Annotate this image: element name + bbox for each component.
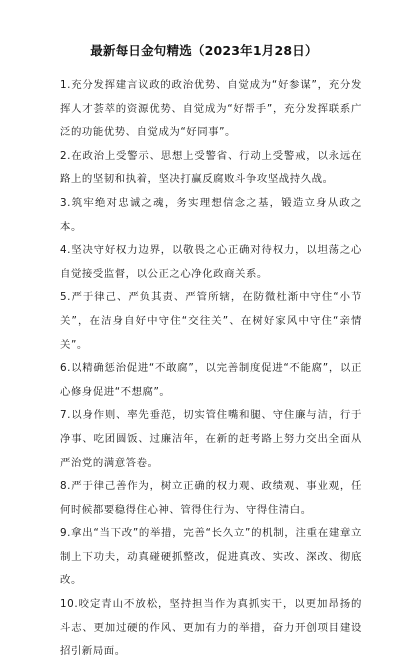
quote-paragraph-9: 9.拿出“当下改”的举措，完善“长久立”的机制，注重在建章立制上下功夫，动真碰硬抓整改，促进真改、实改、深改、彻底改。 xyxy=(60,527,362,587)
quote-paragraph-8: 8.严于律己善作为，树立正确的权力观、政绩观、事业观，任何时候都要稳得住心神、管得住行为、守得住清白。 xyxy=(60,480,362,516)
quote-paragraph-6: 6.以精确惩治促进“不敢腐”，以完善制度促进“不能腐”，以正心修身促进“不想腐”。 xyxy=(60,362,362,398)
quote-paragraph-2: 2.在政治上受警示、思想上受警省、行动上受警戒，以永远在路上的坚韧和执着，坚决打赢反腐败斗争攻坚战持久战。 xyxy=(60,149,362,186)
quote-paragraph-1: 1.充分发挥建言议政的政治优势、自觉成为“好参谋”，充分发挥人才荟萃的资源优势、自觉成为“好帮手”，充分发挥联系广泛的功能优势、自觉成为“好同事”。 xyxy=(60,79,362,139)
quote-paragraph-10: 10.咬定青山不放松，坚持担当作为真抓实干，以更加昂扬的斗志、更加过硬的作风、更加有力的举措，奋力开创项目建设招引新局面。 xyxy=(60,598,362,658)
quote-paragraph-4: 4.坚决守好权力边界，以敬畏之心正确对待权力，以坦荡之心自觉接受监督，以公正之心净化政商关系。 xyxy=(60,244,362,280)
quote-list xyxy=(60,74,362,664)
quote-paragraph-5: 5.严于律己、严负其责、严管所辖，在防微杜渐中守住“小节关”，在洁身自好中守住“交往关”、在树好家风中守住“亲情关”。 xyxy=(60,291,362,351)
quote-paragraph-7: 7.以身作则、率先垂范，切实管住嘴和腿、守住廉与洁，行于净事、吃团圆饭、过廉洁年，在新的赶考路上努力交出全面从严治党的满意答卷。 xyxy=(60,409,362,469)
document-title: 最新每日金句精选（2023年1月28日） xyxy=(90,43,318,58)
quote-paragraph-3: 3.筑牢绝对忠诚之魂，务实理想信念之基，锻造立身从政之本。 xyxy=(60,196,362,233)
